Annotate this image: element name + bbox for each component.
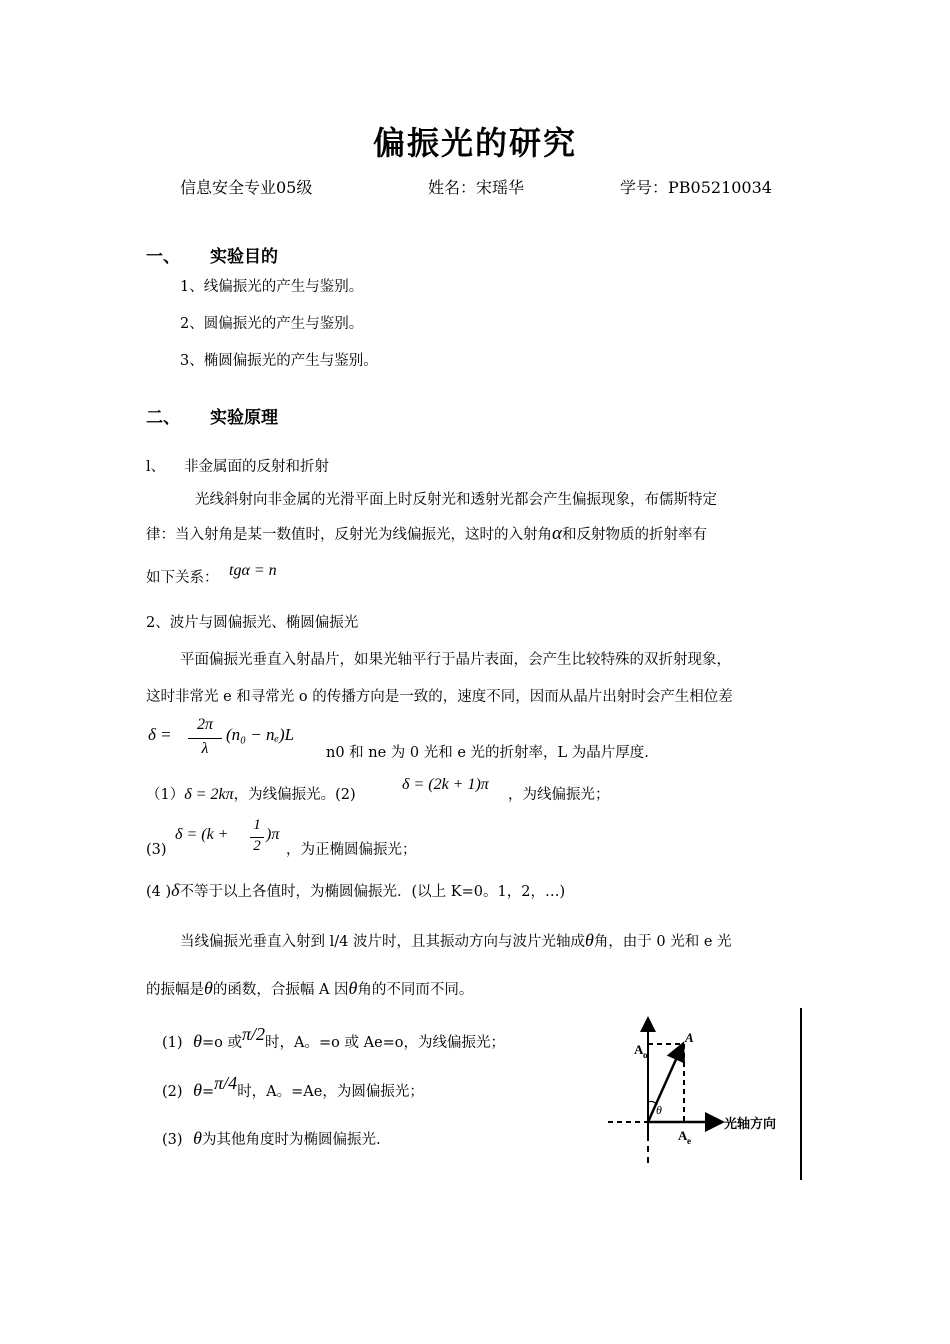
p2-line2: 这时非常光 e 和寻常光 o 的传播方向是一致的，速度不同，因而从晶片出射时会产生相位差 bbox=[146, 689, 733, 705]
label-a: A bbox=[685, 1030, 694, 1045]
delta-numerator: 2π bbox=[196, 716, 213, 733]
theta-case-3-num: (3) bbox=[162, 1132, 183, 1148]
case4-delta: δ bbox=[171, 880, 180, 900]
sub1-number: l、 bbox=[146, 459, 166, 475]
label-axis: 光轴方向 bbox=[724, 1117, 777, 1132]
label-ao: A bbox=[634, 1042, 644, 1057]
theta-case-1-frac: π/2 bbox=[242, 1024, 266, 1044]
theta-case-1-symbol: θ bbox=[193, 1031, 202, 1051]
delta-fraction-bar bbox=[188, 738, 222, 739]
delta-lhs: δ = bbox=[148, 725, 172, 744]
case3-prefix: (3) bbox=[146, 842, 167, 858]
p3-line1a: 当线偏振光垂直入射到 l/4 波片时，且其振动方向与波片光轴成 bbox=[180, 934, 585, 950]
theta-case-2-b: 时，A。=Ae，为圆偏振光； bbox=[237, 1084, 424, 1100]
case4-text: 不等于以上各值时，为椭圆偏振光．(以上 K=0。1，2，…) bbox=[179, 884, 566, 900]
theta-symbol-2: θ bbox=[204, 978, 213, 998]
delta-denominator: λ bbox=[201, 740, 209, 757]
theta-case-1-a: =o 或 bbox=[202, 1035, 242, 1051]
label-ao-sub: o bbox=[643, 1050, 648, 1060]
case3-numerator: 1 bbox=[253, 817, 261, 833]
label-ae: A bbox=[678, 1128, 688, 1143]
theta-case-2 bbox=[162, 1073, 424, 1101]
meta-name: 姓名：宋瑶华 bbox=[428, 178, 525, 197]
p3-line2c: 角的不同而不同。 bbox=[357, 982, 474, 998]
label-ae-sub: e bbox=[687, 1136, 691, 1146]
theta-case-2-a: = bbox=[202, 1084, 215, 1100]
case3-text: ，为正椭圆偏振光； bbox=[286, 842, 417, 858]
page-title: 偏振光的研究 bbox=[372, 124, 577, 162]
theta-case-3-a: 为其他角度时为椭圆偏振光. bbox=[202, 1132, 381, 1148]
case2-text: ，为线偏振光； bbox=[508, 787, 610, 803]
label-theta: θ bbox=[656, 1103, 662, 1117]
case4-prefix: (4 ) bbox=[146, 884, 172, 900]
section1-item-3: 3、椭圆偏振光的产生与鉴别。 bbox=[180, 353, 378, 369]
case1-formula: δ = 2kπ bbox=[184, 786, 234, 803]
case3-rhs: )π bbox=[266, 826, 280, 843]
section1-heading: 实验目的 bbox=[210, 247, 278, 267]
brewster-formula: tgα = n bbox=[229, 562, 277, 579]
case2-formula: δ = (2k + 1)π bbox=[402, 776, 489, 793]
theta-case-2-symbol: θ bbox=[193, 1080, 202, 1100]
case3-lhs: δ = (k + bbox=[175, 826, 229, 843]
theta-case-2-frac: π/4 bbox=[214, 1073, 238, 1093]
case1-text: ，为线偏振光。(2) bbox=[233, 787, 356, 803]
section1-number: 一、 bbox=[146, 247, 180, 267]
case3-denominator: 2 bbox=[253, 838, 261, 854]
delta-note: n0 和 ne 为 0 光和 e 光的折射率，L 为晶片厚度. bbox=[326, 745, 649, 761]
section1-item-2: 2、圆偏振光的产生与鉴别。 bbox=[180, 316, 364, 332]
theta-case-1-b: 时，A。=o 或 Ae=o，为线偏振光； bbox=[265, 1035, 506, 1051]
vertical-rule bbox=[800, 1008, 802, 1180]
p3-line1b: 角，由于 0 光和 e 光 bbox=[593, 934, 732, 950]
vector-diagram bbox=[600, 1010, 800, 1170]
alpha-symbol: α bbox=[552, 523, 562, 544]
delta-rhs: (n₀ − nₑ)L bbox=[226, 725, 295, 744]
theta-symbol-1: θ bbox=[584, 930, 594, 950]
p1-line2 bbox=[146, 523, 707, 545]
p1-line2b: 和反射物质的折射率有 bbox=[561, 527, 707, 543]
theta-case-2-num: (2) bbox=[162, 1084, 183, 1100]
p1-line3: 如下关系： bbox=[146, 570, 219, 586]
sub1-title: 非金属面的反射和折射 bbox=[184, 459, 329, 475]
p2-line1: 平面偏振光垂直入射晶片，如果光轴平行于晶片表面，会产生比较特殊的双折射现象， bbox=[180, 652, 731, 668]
theta-case-3-symbol: θ bbox=[193, 1128, 202, 1148]
theta-case-3 bbox=[162, 1128, 381, 1149]
section2-number: 二、 bbox=[146, 408, 180, 428]
theta-case-1 bbox=[162, 1024, 506, 1052]
theta-case-1-num: (1) bbox=[162, 1035, 183, 1051]
p3-line2a: 的振幅是 bbox=[146, 982, 204, 998]
theta-symbol-3: θ bbox=[348, 978, 358, 998]
p1-line2a: 律：当入射角是某一数值时，反射光为线偏振光，这时的入射角 bbox=[146, 527, 552, 543]
section1-item-1: 1、线偏振光的产生与鉴别。 bbox=[180, 279, 364, 295]
resultant-vector bbox=[648, 1046, 682, 1122]
meta-major: 信息安全专业05级 bbox=[180, 178, 313, 197]
p3-line2b: 的函数，合振幅 A 因 bbox=[212, 982, 349, 998]
p1-line1: 光线斜射向非金属的光滑平面上时反射光和透射光都会产生偏振现象，布儒斯特定 bbox=[195, 492, 717, 508]
case1-prefix: （1） bbox=[146, 787, 185, 803]
section2-heading: 实验原理 bbox=[210, 408, 278, 428]
meta-student-id: 学号：PB05210034 bbox=[620, 178, 772, 197]
sub2-title: 2、波片与圆偏振光、椭圆偏振光 bbox=[146, 615, 359, 631]
